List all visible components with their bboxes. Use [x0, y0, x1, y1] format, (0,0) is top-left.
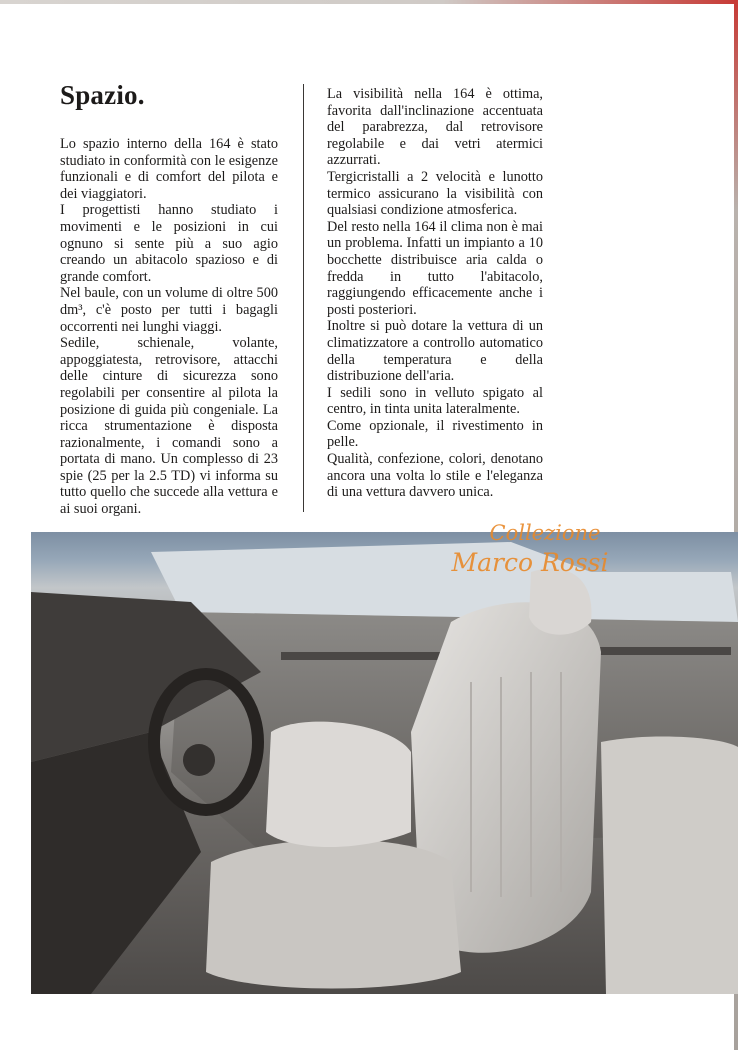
- car-interior-photo: [31, 532, 738, 994]
- interior-illustration: [31, 532, 738, 994]
- paragraph: I sedili sono in velluto spigato al centro, in tinta unita lateralmente.: [327, 384, 543, 418]
- front-seat-cushion: [206, 840, 461, 989]
- paragraph: Nel baule, con un volume di oltre 500 dm³, c'è posto per tutti i bagagli occorrenti nei lunghi viaggi.: [60, 285, 278, 335]
- passenger-seat: [266, 722, 411, 847]
- collection-watermark: [420, 520, 640, 600]
- watermark-line-2: Marco Rossi: [451, 548, 609, 577]
- rear-seat: [601, 737, 738, 994]
- paragraph: Tergicristalli a 2 velocità e lunotto termico assicurano la visibilità con qualsiasi condizione atmosferica.: [327, 168, 543, 219]
- left-text-column: [60, 136, 278, 518]
- paragraph: Lo spazio interno della 164 è stato studiato in conformità con le esigenze funzionali e di comfort del pilota e dei viaggiatori.: [60, 136, 278, 202]
- right-text-column: [327, 86, 543, 501]
- paragraph: I progettisti hanno studiato i movimenti e le posizioni in cui ognuno si sente più a suo agio creando un abitacolo spazioso e di grande comfort.: [60, 202, 278, 285]
- paragraph: Inoltre si può dotare la vettura di un climatizzatore a controllo automatico della temperatura e della distribuzione dell'aria.: [327, 318, 543, 385]
- paragraph: Come opzionale, il rivestimento in pelle.: [327, 417, 543, 451]
- page-title: Spazio.: [60, 80, 145, 110]
- paragraph: La visibilità nella 164 è ottima, favorita dall'inclinazione accentuata del parabrezza, dal retrovisore regolabile e dai vetri atermici azzurrati.: [327, 86, 543, 169]
- paragraph: Qualità, confezione, colori, denotano ancora una volta lo stile e l'eleganza di una vettura davvero unica.: [327, 451, 543, 501]
- watermark-line-1: Collezione: [489, 521, 601, 545]
- rear-door-trim: [591, 647, 731, 655]
- column-divider: [303, 84, 304, 512]
- page-top-edge: [0, 0, 738, 4]
- steering-hub: [183, 744, 215, 776]
- paragraph: Sedile, schienale, volante, appoggiatesta, retrovisore, attacchi delle cinture di sicurezza sono regolabili per consentire al pilota la posizione di guida più congeniale. La ricca strumentazione è disposta razionalmente, i comandi sono a portata di mano. Un complesso di 23 spie (25 per la 2.5 TD) vi informa su tutto quello che succede alla vettura e ai suoi organi.: [60, 335, 278, 518]
- paragraph: Del resto nella 164 il clima non è mai un problema. Infatti un impianto a 10 bocchette distribuisce aria calda o fredda in tutto l'abitacolo, raggiungendo efficacemente anche i posti posteriori.: [327, 218, 543, 318]
